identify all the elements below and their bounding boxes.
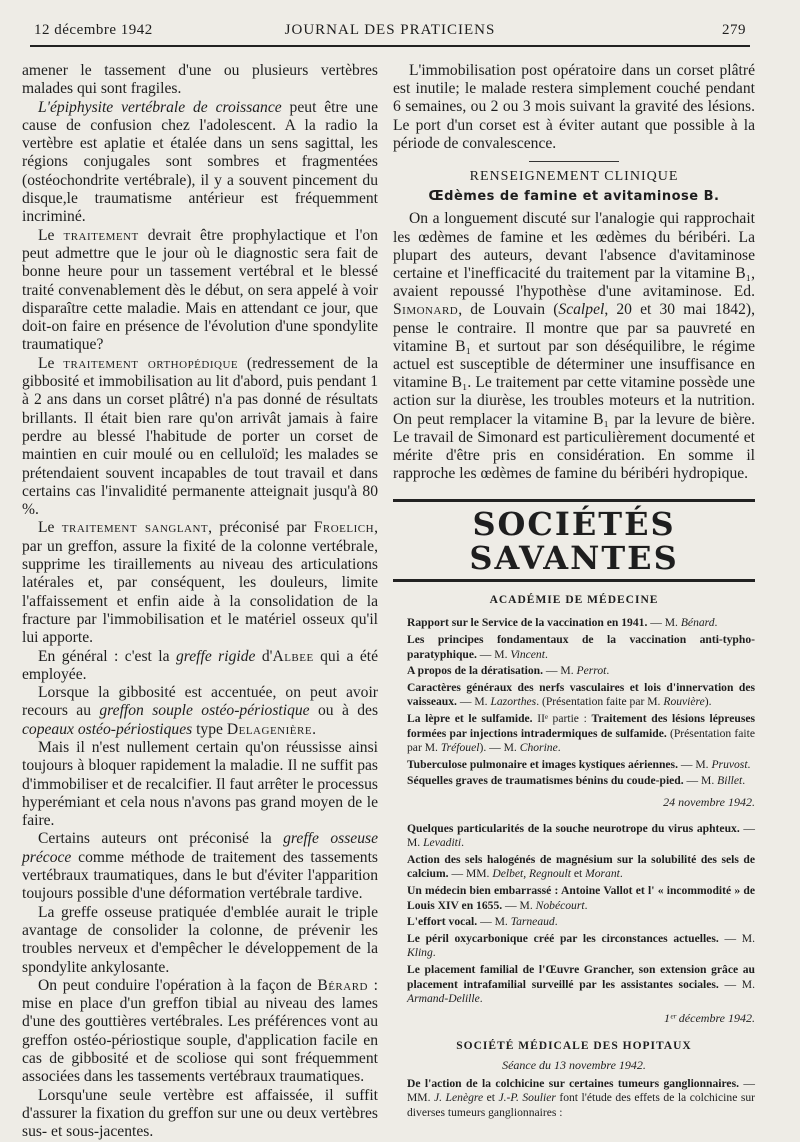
session-date: 24 novembre 1942. bbox=[663, 795, 755, 809]
paragraph: En général : c'est la greffe rigide d'Albee qui a été employée. bbox=[22, 647, 378, 683]
list-item: L'effort vocal. — M. Tarneaud. bbox=[407, 915, 558, 929]
paragraph: On a longuement discuté sur l'analogie qui rapprochait les œdèmes de famine et les œdèmes du béribéri. La plupart des auteurs, devant l'absence d'avitaminose certaine et l'inefficacité du traitement par la vitamine B₁, avaient repoussé l'hypothèse d'une avitaminose. Ed. Simonard, de Louvain (Scalpel, 20 et 30 mai 1842), pense le contraire. Il montre que par sa pauvreté en vitamine B₁ et surtout par son déséquilibre, le régime actuel est susceptible de déterminer une insuffisance en vitamine B₁. Le traitement par cette vitamine possède une action sur la diurèse, les troubles moteurs et la nutrition. On peut remplacer la vitamine B₁ par la levure de bière. Le travail de Simonard est particulièrement documenté et mérite d'être pris en considération. En somme il rapproche les œdèmes de famine du béribéri hydropique. bbox=[393, 210, 755, 483]
list-item: A propos de la dératisation. — M. Perrot. bbox=[407, 664, 610, 678]
paragraph: Mais il n'est nullement certain qu'on réussisse ainsi toujours à bloquer rapidement la maladie. Il ne suffit pas d'immobiliser et de recalcifier. Il faut arrêter le processus hyperémiant et cela nous n'avons pas grand moyen de le faire. bbox=[22, 738, 378, 830]
paragraph: La greffe osseuse pratiquée d'emblée aurait le triple avantage de consolider la colonne, de prévenir les troubles nerveux et d'empêcher le développement de la spondylite ankylosante. bbox=[22, 903, 378, 976]
list-item: Le péril oxycarbonique créé par les circonstances actuelles. — M. Kling. bbox=[407, 931, 755, 960]
paragraph: L'immobilisation post opératoire dans un corset plâtré est inutile; le malade restera simplement couché pendant 6 semaines, ou 2 ou 3 mois suivant la gravité des lésions. Le port d'un corset est à éviter autant que possible à la période de convalescence. bbox=[393, 62, 755, 152]
paragraph: amener le tassement d'une ou plusieurs vertèbres malades qui sont fragiles. bbox=[22, 62, 378, 98]
paragraph: Certains auteurs ont préconisé la greffe osseuse précoce comme méthode de traitement des tassements vertébraux traumatiques, dans le but d'éviter l'apparition toujours possible d'une déformation vertébrale tardive. bbox=[22, 830, 378, 903]
paragraph: Le traitement sanglant, préconisé par Froelich, par un greffon, assure la fixité de la colonne vertébrale, supprime les tiraillements au niveau des articulations latérales et, par conséquent, les douleurs, limite l'affaissement et enfin aide à la consolidation de la fracture par l'immobilisation et le matériel osseux qu'il lui apporte. bbox=[22, 519, 378, 647]
header-date: 12 décembre 1942 bbox=[34, 22, 153, 38]
seance-date: Séance du 13 novembre 1942. bbox=[502, 1057, 646, 1072]
left-column bbox=[22, 62, 378, 1142]
list-item: Un médecin bien embarrassé : Antoine Vallot et l' « incommodité » de Louis XIV en 1655. — M. Nobécourt. bbox=[407, 883, 755, 912]
section-separator bbox=[529, 161, 619, 162]
list-item: Action des sels halogénés de magnésium sur la solubilité des sels de calcium. — MM. Delbet, Regnoult et Morant. bbox=[407, 852, 755, 881]
society-title: SOCIÉTÉ MÉDICALE DES HOPITAUX bbox=[456, 1040, 692, 1053]
section-banner: SOCIÉTÉS SAVANTES bbox=[393, 499, 755, 582]
list-item: Les principes fondamentaux de la vaccination anti-typho-paratyphique. — M. Vincent. bbox=[407, 633, 755, 661]
session-date: 1ᵉʳ décembre 1942. bbox=[663, 1010, 755, 1025]
paragraph: L'épiphysite vertébrale de croissance peut être une cause de confusion chez l'adolescent. A la radio la vertèbre est aplatie et étalée dans un sens sagittal, les régions conjugales sont sombres et fragmentées (ostéochondrite vertébrale), il y a souvent pincement du disque,le traumatisme antérieur est fréquemment incriminé. bbox=[22, 98, 378, 226]
list-item: De l'action de la colchicine sur certaines tumeurs ganglionnaires. — MM. J. Lenègre et J.-P. Soulier font l'étude des effets de la colchicine sur diverses tumeurs ganglionnaires : bbox=[407, 1076, 755, 1119]
paragraph: On peut conduire l'opération à la façon de Bérard : mise en place d'un greffon tibial au niveau des lames d'une des gouttières vertébrales. Les préférences vont au greffon ostéo-périostique souple, d'application facile en cas de gibbosité et de scoliose qui sont fréquemment associées dans les tassements vertébraux traumatiques. bbox=[22, 976, 378, 1086]
list-item: Rapport sur le Service de la vaccination en 1941. — M. Bénard. bbox=[407, 616, 718, 630]
list-item: Séquelles graves de traumatismes bénins du coude-pied. — M. Billet. bbox=[407, 774, 746, 788]
paragraph: Lorsqu'une seule vertèbre est affaissée, il suffit d'assurer la fixation du greffon sur une ou deux vertèbres sus- et sous-jacentes. bbox=[22, 1086, 378, 1141]
right-column bbox=[393, 62, 755, 1122]
page-number: 279 bbox=[722, 22, 746, 38]
academy-list bbox=[393, 616, 755, 1120]
list-item: Caractères généraux des nerfs vasculaires et lois d'innervation des vaisseaux. — M. Lazorthes. (Présentation faite par M. Rouvière). bbox=[407, 680, 755, 709]
page-header bbox=[30, 22, 750, 46]
section-subtitle: Œdèmes de famine et avitaminose B. bbox=[428, 189, 720, 205]
list-item: Le placement familial de l'Œuvre Grancher, son extension grâce au placement intrafamilial surveillé par les assistantes sociales. — M. Armand-Delille. bbox=[407, 962, 755, 1006]
academy-title: ACADÉMIE DE MÉDECINE bbox=[489, 594, 659, 607]
journal-title: JOURNAL DES PRATICIENS bbox=[284, 22, 496, 38]
paragraph: Lorsque la gibbosité est accentuée, on peut avoir recours au greffon souple ostéo-périostique ou à des copeaux ostéo-périostiques type Delagenière. bbox=[22, 684, 379, 738]
paragraph: Le traitement devrait être prophylactique et l'on peut admettre que le jour où le diagnostic sera fait de bonne heure pour un tassement vertébral et le blessé traité convenablement dès le début, on sera appelé à voir disparaître cette maladie. Mais en attendant ce jour, que doit-on faire en présence de l'évolution d'une spondylite traumatique? bbox=[22, 226, 378, 354]
list-item: Quelques particularités de la souche neurotrope du virus aphteux. — M. Levaditi. bbox=[407, 821, 755, 850]
list-item: La lèpre et le sulfamide. IIᵉ partie : Traitement des lésions lépreuses formées par injections intradermiques de sulfamide. (Présentation faite par M. Tréfouel). — M. Chorine. bbox=[407, 712, 756, 755]
header-rule bbox=[30, 45, 750, 47]
section-title: RENSEIGNEMENT CLINIQUE bbox=[469, 169, 679, 185]
paragraph: Le traitement orthopédique (redressement de la gibbosité et immobilisation au lit d'abord, puis pendant 1 à 2 ans dans un corset plâtré) n'a pas donné de résultats brillants. Il était bien rare qu'on arrivât jamais à faire perdre au blessé l'habitude de porter un corset de maintien en cuir moulé ou en celluloïd; les malades se prétendaient souvent incapables de tout travail et dans certains cas l'invalidité permanente atteignait jusqu'à 80 %. bbox=[22, 354, 378, 519]
list-item: Tuberculose pulmonaire et images kystiques aériennes. — M. Pruvost. bbox=[407, 757, 751, 771]
